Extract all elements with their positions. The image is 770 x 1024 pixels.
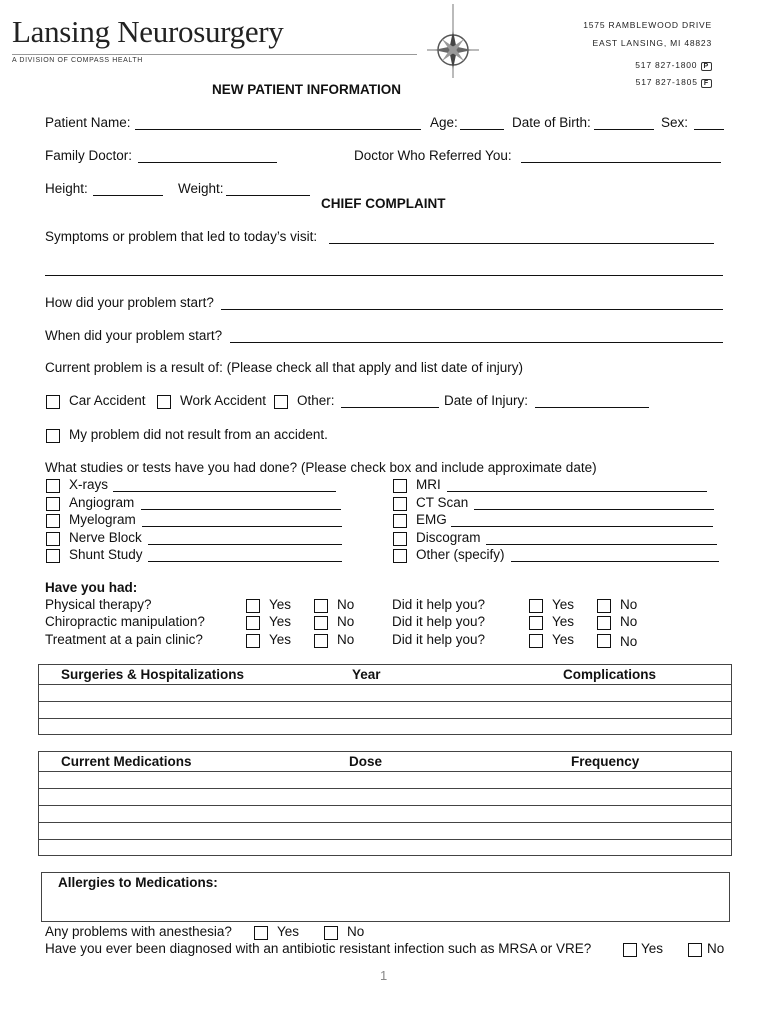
no-accident-label: My problem did not result from an accident.: [69, 427, 328, 442]
surgeries-row-1[interactable]: [39, 684, 731, 702]
medications-header: Current Medications: [61, 754, 192, 769]
angiogram-date-field[interactable]: [141, 509, 341, 510]
how-start-label: How did your problem start?: [45, 295, 214, 310]
angiogram-label: Angiogram: [69, 495, 135, 510]
pain-clinic-yes-label: Yes: [269, 632, 292, 647]
mrsa-yes-label: Yes: [641, 941, 664, 956]
logo-subtitle: A DIVISION OF COMPASS HEALTH: [12, 57, 143, 64]
xrays-date-field[interactable]: [113, 491, 336, 492]
pain-clinic-help-label: Did it help you?: [392, 632, 486, 647]
compass-logo-icon: [425, 4, 481, 78]
symptoms-label: Symptoms or problem that led to today’s visit:: [45, 229, 318, 244]
physical-therapy-label: Physical therapy?: [45, 597, 152, 612]
surgeries-table: [38, 664, 732, 735]
no-accident-checkbox[interactable]: [46, 429, 60, 443]
age-field[interactable]: [460, 129, 504, 130]
mrsa-question: Have you ever been diagnosed with an antibiotic resistant infection such as MRSA or VRE?: [45, 941, 592, 956]
surgeries-header: Surgeries & Hospitalizations: [61, 667, 245, 682]
discogram-date-field[interactable]: [486, 544, 717, 545]
chief-complaint-heading: CHIEF COMPLAINT: [321, 196, 446, 211]
medications-row-5[interactable]: [39, 839, 731, 857]
work-accident-label: Work Accident: [180, 393, 267, 408]
work-accident-checkbox[interactable]: [157, 395, 171, 409]
medications-table: [38, 751, 732, 856]
when-start-field[interactable]: [230, 342, 723, 343]
when-start-label: When did your problem start?: [45, 328, 223, 343]
studies-question: What studies or tests have you had done? (Please check box and include approximate date): [45, 460, 597, 475]
height-label: Height:: [45, 181, 88, 196]
physical-therapy-help-no-checkbox[interactable]: [597, 599, 611, 613]
have-you-had-heading: Have you had:: [45, 580, 138, 595]
age-label: Age:: [430, 115, 458, 130]
chiropractic-help-no-checkbox[interactable]: [597, 616, 611, 630]
surgeries-row-2[interactable]: [39, 701, 731, 719]
weight-field[interactable]: [226, 195, 310, 196]
family-doctor-field[interactable]: [138, 162, 277, 163]
dob-field[interactable]: [594, 129, 654, 130]
ct-scan-date-field[interactable]: [474, 509, 714, 510]
anesthesia-yes-label: Yes: [277, 924, 300, 939]
other-study-label: Other (specify): [416, 547, 505, 562]
chiropractic-help-yes-label: Yes: [552, 614, 575, 629]
pain-clinic-no-label: No: [337, 632, 355, 647]
height-field[interactable]: [93, 195, 163, 196]
patient-name-field[interactable]: [135, 129, 421, 130]
nerve-block-date-field[interactable]: [148, 544, 342, 545]
ct-scan-checkbox[interactable]: [393, 497, 407, 511]
medications-frequency-header: Frequency: [571, 754, 640, 769]
other-study-checkbox[interactable]: [393, 549, 407, 563]
medications-dose-header: Dose: [349, 754, 383, 769]
xrays-label: X-rays: [69, 477, 109, 492]
date-of-injury-field[interactable]: [535, 407, 649, 408]
myelogram-checkbox[interactable]: [46, 514, 60, 528]
phone-tag: P: [701, 62, 712, 71]
patient-name-label: Patient Name:: [45, 115, 131, 130]
ct-scan-label: CT Scan: [416, 495, 469, 510]
page-number: 1: [380, 968, 388, 983]
myelogram-date-field[interactable]: [142, 526, 342, 527]
chiropractic-no-label: No: [337, 614, 355, 629]
angiogram-checkbox[interactable]: [46, 497, 60, 511]
fax-tag: F: [701, 79, 712, 88]
chiropractic-yes-checkbox[interactable]: [246, 616, 260, 630]
car-accident-label: Car Accident: [69, 393, 146, 408]
allergies-box[interactable]: [41, 872, 730, 922]
discogram-checkbox[interactable]: [393, 532, 407, 546]
physical-therapy-yes-checkbox[interactable]: [246, 599, 260, 613]
other-accident-checkbox[interactable]: [274, 395, 288, 409]
chiropractic-help-no-label: No: [620, 614, 638, 629]
anesthesia-no-label: No: [347, 924, 365, 939]
mri-checkbox[interactable]: [393, 479, 407, 493]
sex-field[interactable]: [694, 129, 724, 130]
mrsa-no-checkbox[interactable]: [688, 943, 702, 957]
medications-row-1[interactable]: [39, 771, 731, 789]
result-of-label: Current problem is a result of: (Please check all that apply and list date of injury): [45, 360, 523, 375]
chiropractic-help-yes-checkbox[interactable]: [529, 616, 543, 630]
family-doctor-label: Family Doctor:: [45, 148, 133, 163]
other-study-field[interactable]: [511, 561, 719, 562]
myelogram-label: Myelogram: [69, 512, 136, 527]
other-accident-field[interactable]: [341, 407, 439, 408]
surgeries-year-header: Year: [352, 667, 381, 682]
other-accident-label: Other:: [297, 393, 335, 408]
address-line-1: 1575 RAMBLEWOOD DRIVE: [583, 20, 712, 30]
chiropractic-label: Chiropractic manipulation?: [45, 614, 205, 629]
address-line-2: EAST LANSING, MI 48823: [592, 38, 712, 48]
emg-date-field[interactable]: [451, 526, 713, 527]
fax-number: 517 827-1805: [635, 77, 698, 87]
pain-clinic-help-no-label: No: [620, 634, 638, 649]
anesthesia-no-checkbox[interactable]: [324, 926, 338, 940]
xrays-checkbox[interactable]: [46, 479, 60, 493]
phone-line: [635, 60, 712, 70]
pain-clinic-help-yes-checkbox[interactable]: [529, 634, 543, 648]
mrsa-no-label: No: [707, 941, 725, 956]
physical-therapy-help-label: Did it help you?: [392, 597, 486, 612]
pain-clinic-help-no-checkbox[interactable]: [597, 634, 611, 648]
emg-checkbox[interactable]: [393, 514, 407, 528]
phone-number: 517 827-1800: [635, 60, 698, 70]
anesthesia-question: Any problems with anesthesia?: [45, 924, 232, 939]
referred-by-field[interactable]: [521, 162, 721, 163]
dob-label: Date of Birth:: [512, 115, 591, 130]
pain-clinic-label: Treatment at a pain clinic?: [45, 632, 203, 647]
nerve-block-label: Nerve Block: [69, 530, 142, 545]
symptoms-field[interactable]: [329, 243, 714, 244]
medications-row-3[interactable]: [39, 805, 731, 823]
physical-therapy-help-no-label: No: [620, 597, 638, 612]
shunt-study-date-field[interactable]: [148, 561, 342, 562]
surgeries-complications-header: Complications: [563, 667, 657, 682]
emg-label: EMG: [416, 512, 447, 527]
anesthesia-yes-checkbox[interactable]: [254, 926, 268, 940]
car-accident-checkbox[interactable]: [46, 395, 60, 409]
date-of-injury-label: Date of Injury:: [444, 393, 529, 408]
physical-therapy-no-checkbox[interactable]: [314, 599, 328, 613]
chiropractic-help-label: Did it help you?: [392, 614, 486, 629]
fax-line: [636, 77, 712, 87]
page-title: NEW PATIENT INFORMATION: [212, 82, 401, 97]
surgeries-row-3[interactable]: [39, 718, 731, 736]
pain-clinic-help-yes-label: Yes: [552, 632, 575, 647]
sex-label: Sex:: [661, 115, 689, 130]
how-start-field[interactable]: [221, 309, 723, 310]
referred-by-label: Doctor Who Referred You:: [354, 148, 512, 163]
mri-label: MRI: [416, 477, 441, 492]
discogram-label: Discogram: [416, 530, 481, 545]
shunt-study-checkbox[interactable]: [46, 549, 60, 563]
chiropractic-yes-label: Yes: [269, 614, 292, 629]
shunt-study-label: Shunt Study: [69, 547, 143, 562]
allergies-label: Allergies to Medications:: [58, 875, 218, 890]
physical-therapy-help-yes-checkbox[interactable]: [529, 599, 543, 613]
pain-clinic-no-checkbox[interactable]: [314, 634, 328, 648]
physical-therapy-no-label: No: [337, 597, 355, 612]
chiropractic-no-checkbox[interactable]: [314, 616, 328, 630]
logo-rule: [12, 54, 417, 55]
logo-name: Lansing Neurosurgery: [12, 14, 284, 49]
medications-row-4[interactable]: [39, 822, 731, 840]
medications-row-2[interactable]: [39, 788, 731, 806]
physical-therapy-help-yes-label: Yes: [552, 597, 575, 612]
weight-label: Weight:: [178, 181, 224, 196]
physical-therapy-yes-label: Yes: [269, 597, 292, 612]
nerve-block-checkbox[interactable]: [46, 532, 60, 546]
mrsa-yes-checkbox[interactable]: [623, 943, 637, 957]
symptoms-field-line-2[interactable]: [45, 275, 723, 276]
mri-date-field[interactable]: [447, 491, 707, 492]
pain-clinic-yes-checkbox[interactable]: [246, 634, 260, 648]
